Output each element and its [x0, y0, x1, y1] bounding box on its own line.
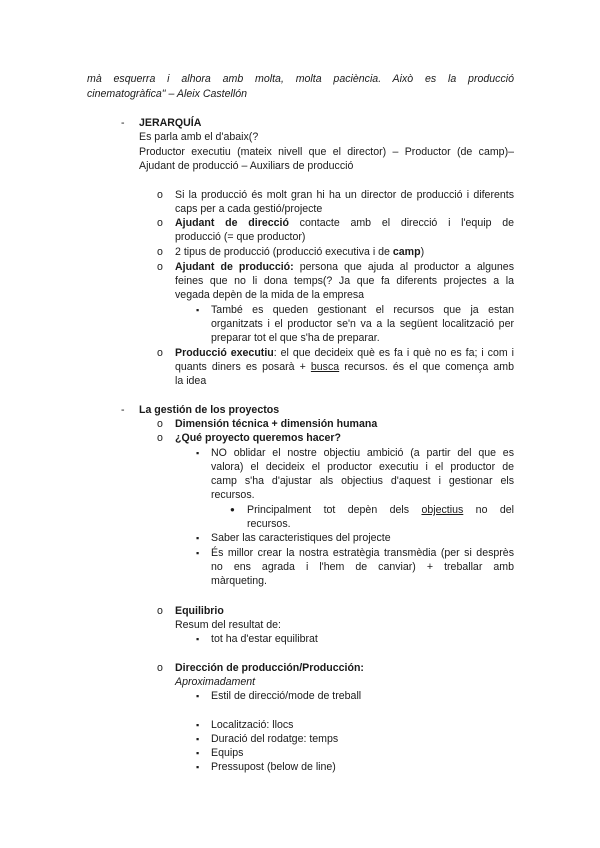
sub-item-text: màrqueting. — [211, 575, 267, 587]
list-item-text: vegada depèn de la mida de la empresa — [175, 289, 365, 301]
sub-sub-item-text: recursos. — [247, 518, 291, 530]
sub-item-text: Pressupost (below de line) — [211, 761, 336, 773]
list-item-text: Dimensión técnica + dimensión humana — [175, 418, 378, 430]
circle-bullet: o — [157, 217, 163, 229]
list-item-text: ¿Qué proyecto queremos hacer? — [175, 432, 342, 444]
section-heading-jerarquia: JERARQUÍA — [139, 117, 202, 129]
list-item-text — [175, 260, 514, 274]
sub-item-text: Localització: llocs — [211, 719, 294, 731]
jerarquia-chain-line-1: Productor executiu (mateix nivell que el director) – Productor (de camp)– — [139, 146, 514, 158]
bold-term: Ajudant de direcció — [175, 217, 289, 229]
sub-item-text: Saber las caracteristiques del projecte — [211, 532, 391, 544]
circle-bullet: o — [157, 189, 163, 201]
jerarquia-chain-line-2: Ajudant de producció – Auxiliars de producció — [139, 160, 354, 172]
list-item-text: producció (= que productor) — [175, 231, 306, 243]
square-bullet: ▪ — [196, 720, 200, 730]
sub-item-text: organitzats i el productor se'n va a la següent localització per — [211, 318, 514, 330]
quote-line-2: cinematogràfica" – Aleix Castellón — [87, 88, 247, 100]
quote-line-1: mà esquerra i alhora amb molta, molta paciència. Això es la producció — [87, 73, 514, 85]
square-bullet: ▪ — [196, 634, 200, 644]
sub-item-text: recursos. — [211, 489, 255, 501]
sub-item-text: Equips — [211, 747, 244, 759]
square-bullet: ▪ — [196, 305, 200, 315]
circle-bullet: o — [157, 605, 163, 617]
sub-sub-item-text — [247, 503, 514, 517]
circle-bullet: o — [157, 662, 163, 674]
list-item-text: la idea — [175, 375, 207, 387]
list-item-text: Dirección de producción/Producción: — [175, 662, 364, 674]
inline-text: contacte amb el direcció i l'equip de — [299, 217, 514, 229]
circle-bullet: o — [157, 418, 163, 430]
square-bullet: ▪ — [196, 548, 200, 558]
sub-item-text: Duració del rodatge: temps — [211, 733, 339, 745]
list-item-text — [175, 245, 424, 259]
circle-bullet: o — [157, 261, 163, 273]
sub-item-text: camp s'ha d'ajustar als objectius d'aquest i gestionar els — [211, 475, 514, 487]
sub-item-text: valora) el decideix el productor executiu i el productor de — [211, 461, 514, 473]
circle-bullet: o — [157, 246, 163, 258]
circle-bullet: o — [157, 432, 163, 444]
inline-text: Principalment tot depèn dels — [247, 504, 422, 516]
square-bullet: ▪ — [196, 762, 200, 772]
dash-marker: - — [121, 404, 125, 416]
inline-text: ) — [420, 246, 425, 258]
list-item-text: caps per a cada gestió/projecte — [175, 203, 323, 215]
square-bullet: ▪ — [196, 691, 200, 701]
inline-text: persona que ajuda al productor a algunes — [299, 261, 514, 273]
list-item-text — [175, 346, 514, 360]
underlined-text: busca — [310, 361, 340, 373]
sub-item-text: També es queden gestionant el recursos que ja estan — [211, 304, 514, 316]
sub-item-text: preparar tot el que s'ha de preparar. — [211, 332, 380, 344]
square-bullet: ▪ — [196, 734, 200, 744]
inline-text: : el que decideix què es fa i què no es fa; i com i — [273, 347, 514, 359]
bold-term: camp — [392, 246, 421, 258]
dash-marker: - — [121, 117, 125, 129]
dot-bullet: ● — [230, 505, 235, 514]
list-item-text: Aproximadament — [175, 676, 256, 688]
section-heading-gestion: La gestión de los proyectos — [139, 404, 280, 416]
square-bullet: ▪ — [196, 748, 200, 758]
underlined-text: objectius — [421, 504, 464, 516]
inline-text: 2 tipus de producció (producció executiva i de — [175, 246, 393, 258]
list-item-text — [175, 216, 514, 230]
list-item-text: Equilibrio — [175, 605, 224, 617]
sub-item-text: Estil de direcció/mode de treball — [211, 690, 362, 702]
jerarquia-intro: Es parla amb el d'abaix(? — [139, 131, 259, 143]
bold-term: Producció executiu — [175, 347, 274, 359]
circle-bullet: o — [157, 347, 163, 359]
inline-text: quants diners es posarà + — [175, 361, 311, 373]
square-bullet: ▪ — [196, 448, 200, 458]
inline-text: no del — [463, 504, 515, 516]
sub-item-text: És millor crear la nostra estratègia transmèdia (per si desprès — [211, 547, 514, 559]
bold-term: Ajudant de producció: — [175, 261, 294, 273]
square-bullet: ▪ — [196, 533, 200, 543]
sub-item-text: no ens agrada i l'hem de canviar) + treballar amb — [211, 561, 514, 573]
sub-item-text: tot ha d'estar equilibrat — [211, 633, 318, 645]
list-item-text: Si la producció és molt gran hi ha un director de producció i diferents — [175, 189, 514, 201]
inline-text: recursos. és el que comença amb — [339, 361, 514, 373]
list-item-text — [175, 360, 514, 374]
sub-item-text: NO oblidar el nostre objectiu ambició (a partir del que es — [211, 447, 514, 459]
list-item-text: Resum del resultat de: — [175, 619, 281, 631]
list-item-text: feines que no li dona temps(? Ja que fa diferents projectes a la — [175, 275, 514, 287]
